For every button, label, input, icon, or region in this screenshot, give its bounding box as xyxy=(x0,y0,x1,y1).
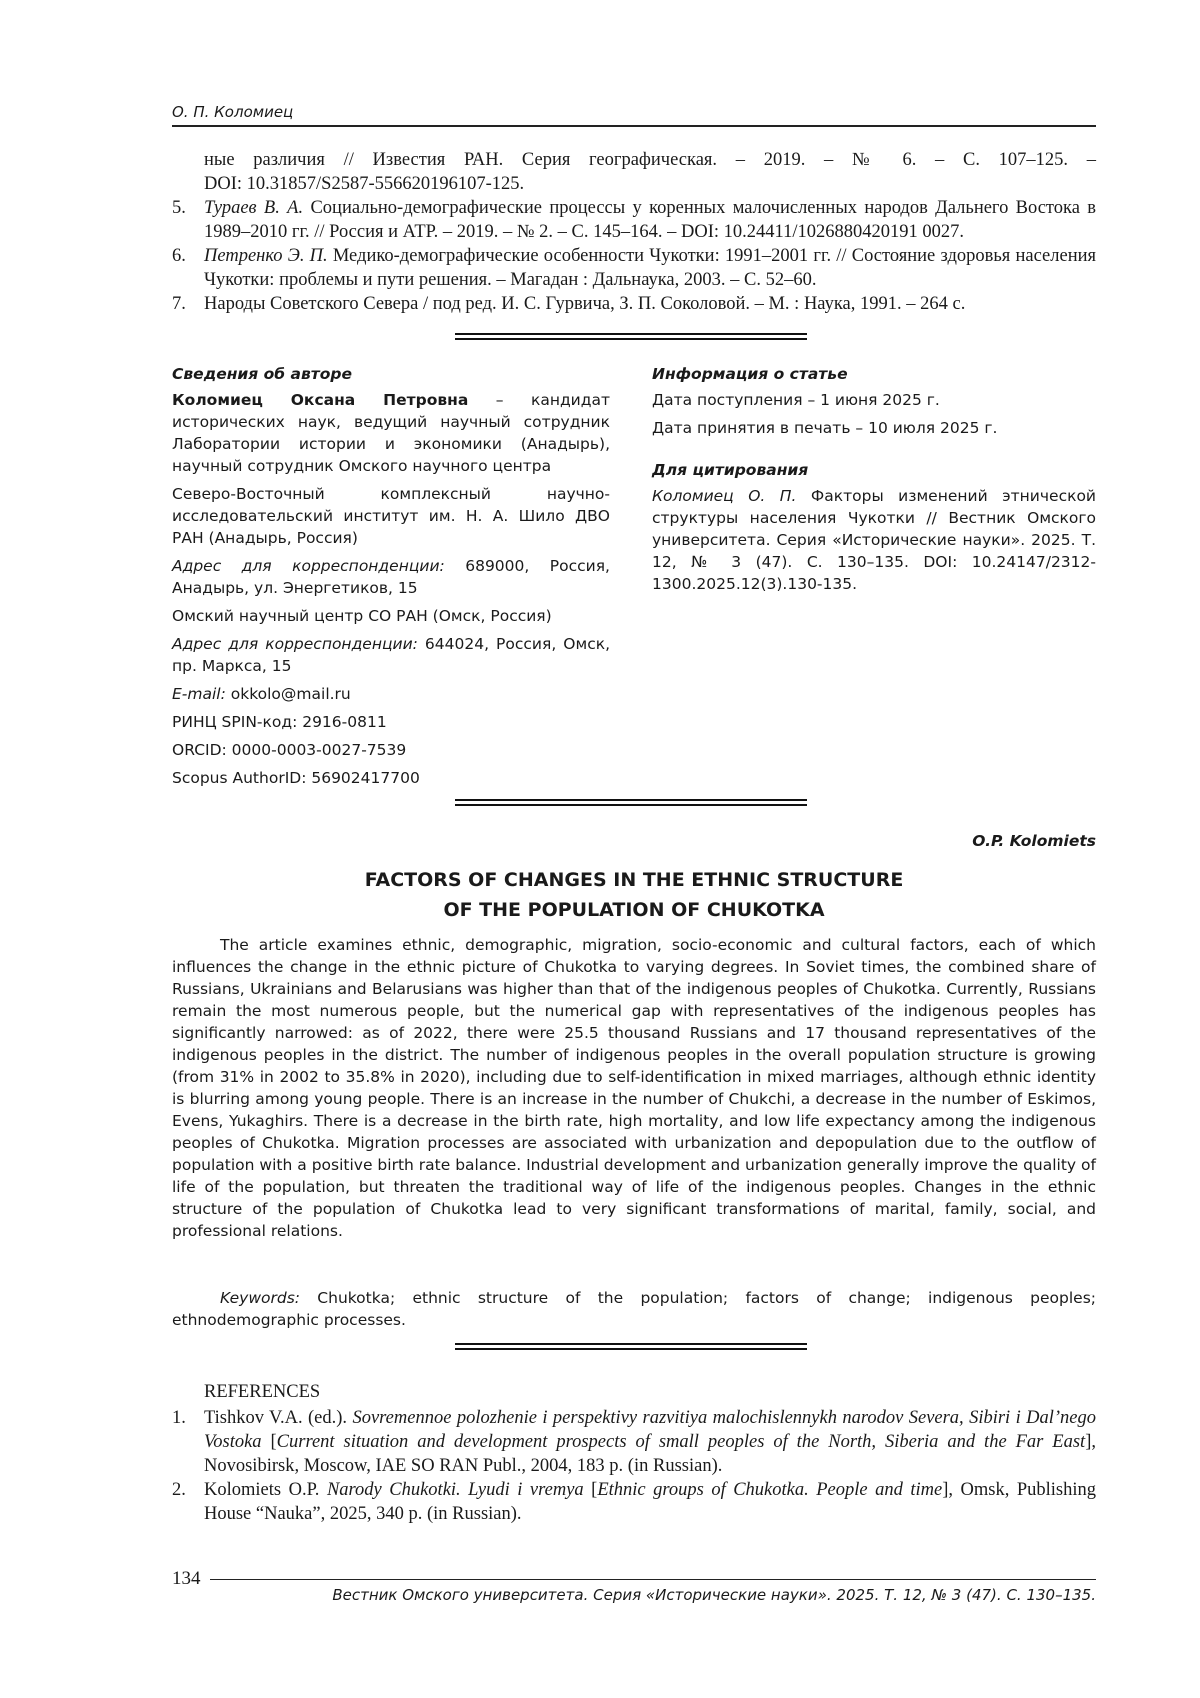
received-date: Дата поступления – 1 июня 2025 г. xyxy=(652,391,940,409)
citation-title: Для цитирования xyxy=(652,461,809,479)
english-keywords xyxy=(172,1287,1096,1331)
author-info-title: Сведения об авторе xyxy=(172,365,353,383)
reference-number: 6. xyxy=(172,246,186,266)
english-title-line: OF THE POPULATION OF CHUKOTKA xyxy=(443,899,825,921)
reference-number: 2. xyxy=(172,1480,186,1500)
author-institute: Северо-Восточный комплексный научно-исследовательский институт им. Н. А. Шило ДВО РАН (Анадырь, Россия) xyxy=(172,485,610,547)
address-label: Адрес для корреспонденции: xyxy=(172,635,418,653)
address-value: 644024, Россия, Омск, пр. Маркса, 15 xyxy=(172,635,610,675)
reference-item-6 xyxy=(172,244,1096,292)
english-abstract: The article examines ethnic, demographic, migration, socio-economic and cultural factors, each of which influences the change in the ethnic picture of Chukotka to varying degrees. In Soviet times, the combined share of Russians, Ukrainians and Belarusians was higher than that of the indigenous peoples of Chukotka. Currently, Russians remain the most numerous people, but the numerical gap with representatives of the indigenous peoples has significantly narrowed: as of 2022, there were 25.5 thousand Russians and 17 thousand representatives of the indigenous peoples in the district. The number of indigenous peoples in the overall population structure is growing (from 31% in 2002 to 35.8% in 2020), including due to self-identification in mixed marriages, although ethnic identity is blurring among young people. There is an increase in the number of Chukchi, a decrease in the number of Eskimos, Evens, Yukaghirs. There is a decrease in the birth rate, high mortality, and low life expectancy among the indigenous peoples of Chukotka. Migration processes are associated with urbanization and depopulation due to the outflow of population with a positive birth rate balance. Industrial development and urbanization generally improve the quality of life of the population, but threaten the traditional way of life of the indigenous peoples. Changes in the ethnic structure of the population of Chukotka lead to very significant transformations of marital, family, social, and professional relations. xyxy=(172,936,1096,1240)
reference-title-english: Ethnic groups of Chukotka. People and time xyxy=(597,1480,943,1500)
author-description: – кандидат исторических наук, ведущий научный сотрудник Лаборатории истории и экономики (Анадырь), научный сотрудник Омского научного центра xyxy=(172,391,610,475)
correspondence-address-1 xyxy=(172,555,610,599)
email-value: okkolo@mail.ru xyxy=(225,685,351,703)
reference-part: Kolomiets O.P. xyxy=(204,1480,327,1500)
section-separator xyxy=(455,1343,807,1351)
reference-part: Tishkov V.A. (ed.). xyxy=(204,1408,353,1428)
address-value: 689000, Россия, Анадырь, ул. Энергетиков, 15 xyxy=(172,557,610,597)
reference-text: Народы Советского Севера / под ред. И. С. Гурвича, З. П. Соколовой. – М. : Наука, 1991. – 264 с. xyxy=(204,294,966,314)
reference-item-5 xyxy=(172,196,1096,244)
reference-part: [ xyxy=(583,1480,598,1500)
article-info-column xyxy=(652,363,1096,601)
email-label: E-mail: xyxy=(172,685,226,703)
reference-author: Тураев В. А. xyxy=(204,198,304,218)
reference-number: 7. xyxy=(172,294,186,314)
reference-title-english: Current situation and development prospects of small peoples of the North, Siberia and the Far East xyxy=(276,1432,1086,1452)
header-rule xyxy=(172,125,1096,127)
author-email xyxy=(172,683,610,705)
english-title-line: FACTORS OF CHANGES IN THE ETHNIC STRUCTURE xyxy=(364,869,904,891)
accepted-date: Дата принятия в печать – 10 июля 2025 г. xyxy=(652,419,998,437)
english-title xyxy=(172,865,1096,925)
reference-number: 1. xyxy=(172,1408,186,1428)
author-rinc: РИНЦ SPIN-код: 2916-0811 xyxy=(172,713,387,731)
citation-author: Коломиец О. П. xyxy=(652,487,797,505)
section-separator xyxy=(455,799,807,807)
reference-number: 5. xyxy=(172,198,186,218)
reference-title-translit: Sovremennoe polozhenie i perspektivy razvitiya malochislennykh narodov Severa, Sibiri i Dal’nego Vostoka xyxy=(204,1408,1096,1452)
author-scopus: Scopus AuthorID: 56902417700 xyxy=(172,769,420,787)
citation-body: Факторы изменений этнической структуры населения Чукотки // Вестник Омского университета. Серия «Исторические науки». 2025. Т. 12, № 3 (47). С. 130–135. DOI: 10.24147/2312-1300.2025.12(3).130-135. xyxy=(652,487,1097,593)
references-continued xyxy=(172,148,1096,316)
author-info-column xyxy=(172,363,610,795)
article-info-title: Информация о статье xyxy=(652,365,848,383)
reference-continuation-line: ные различия // Известия РАН. Серия географическая. – 2019. – № 6. – С. 107–125. – xyxy=(204,150,1096,170)
author-orcid: ORCID: 0000-0003-0027-7539 xyxy=(172,741,407,759)
references-heading: REFERENCES xyxy=(204,1382,321,1402)
section-separator xyxy=(455,333,807,341)
author-bio xyxy=(172,389,610,477)
page-number: 134 xyxy=(172,1568,201,1589)
running-head: О. П. Коломиец xyxy=(172,103,294,121)
address-label: Адрес для корреспонденции: xyxy=(172,557,445,575)
footer-rule xyxy=(210,1579,1096,1580)
english-author: O.P. Kolomiets xyxy=(972,832,1096,850)
reference-continuation-doi: DOI: 10.31857/S2587-556620196107-125. xyxy=(204,174,525,194)
correspondence-address-2 xyxy=(172,633,610,677)
reference-part: [ xyxy=(261,1432,277,1452)
reference-text: Социально-демографические процессы у коренных малочисленных народов Дальнего Востока в 1989–2010 гг. // Россия и АТР. – 2019. – № 2. – С. 145–164. – DOI: 10.24411/1026880420191 0027. xyxy=(204,198,1097,242)
reference-item-7 xyxy=(172,292,1096,316)
references-list xyxy=(172,1406,1096,1526)
reference-text: Медико-демографические особенности Чукотки: 1991–2001 гг. // Состояние здоровья населения Чукотки: проблемы и пути решения. – Магадан : Дальнаука, 2003. – С. 52–60. xyxy=(204,246,1097,290)
citation-text xyxy=(652,485,1096,595)
reference-item-1 xyxy=(172,1406,1096,1478)
reference-part: ], Novosibirsk, Moscow, IAE SO RAN Publ., 2004, 183 p. (in Russian). xyxy=(204,1432,1096,1476)
author-center: Омский научный центр СО РАН (Омск, Россия) xyxy=(172,607,552,625)
reference-author: Петренко Э. П. xyxy=(204,246,328,266)
keywords-label: Keywords: xyxy=(220,1289,300,1307)
journal-footer: Вестник Омского университета. Серия «Исторические науки». 2025. Т. 12, № 3 (47). С. 130–135. xyxy=(332,1586,1096,1604)
author-name: Коломиец Оксана Петровна xyxy=(172,391,469,409)
reference-item-2 xyxy=(172,1478,1096,1526)
reference-part: ], Omsk, Publishing House “Nauka”, 2025, 340 p. (in Russian). xyxy=(204,1480,1096,1524)
keywords-value: Chukotka; ethnic structure of the population; factors of change; indigenous peoples; ethnodemographic processes. xyxy=(172,1289,1096,1329)
reference-title-translit: Narody Chukotki. Lyudi i vremya xyxy=(326,1480,584,1500)
